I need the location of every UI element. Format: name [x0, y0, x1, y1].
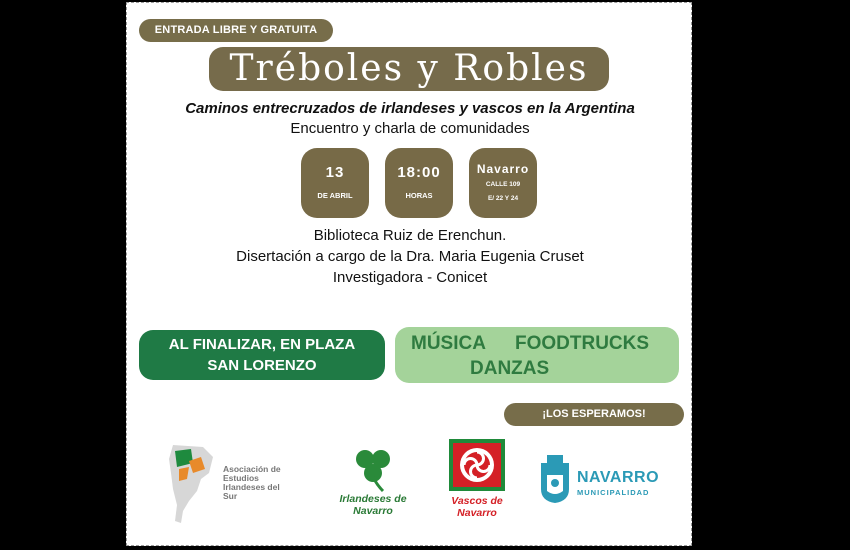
aeis-line4: Sur: [223, 491, 238, 501]
place-box: [469, 148, 537, 218]
event-poster: [126, 2, 692, 546]
aeis-logo: [163, 443, 313, 525]
irlandeses-line1: Irlandeses de: [339, 493, 407, 505]
time-unit: HORAS: [405, 191, 433, 200]
vascos-logo: [435, 437, 519, 527]
aeis-line2: Estudios: [223, 473, 259, 483]
info-affiliation: Investigadora - Conicet: [332, 269, 488, 286]
place-line2: E/ 22 Y 24: [487, 195, 519, 202]
irlandeses-logo: [325, 443, 421, 523]
time-box: [385, 148, 453, 218]
event-subtitle: Caminos entrecruzados de irlandeses y vascos en la Argentina: [185, 100, 635, 117]
place-name: Navarro: [476, 162, 530, 176]
argentina-map-icon: [163, 443, 223, 525]
lauburu-icon: [435, 437, 519, 493]
time-value: 18:00: [397, 164, 441, 181]
activity-dances: DANZAS: [470, 358, 550, 379]
navarro-subtitle: MUNICIPALIDAD: [577, 488, 650, 497]
aeis-line1: Asociación de: [223, 464, 281, 474]
event-description: Encuentro y charla de comunidades: [290, 120, 530, 137]
vascos-line2: Navarro: [457, 507, 497, 519]
navarro-shield-icon: [537, 455, 573, 505]
see-you-badge: ¡LOS ESPERAMOS!: [504, 403, 684, 426]
date-box: [301, 148, 369, 218]
info-speaker: Disertación a cargo de la Dra. Maria Eugenia Cruset: [236, 248, 584, 265]
info-venue: Biblioteca Ruiz de Erenchun.: [313, 227, 507, 244]
after-event-location: [139, 330, 385, 380]
after-event-line1: AL FINALIZAR, EN PLAZA: [168, 336, 356, 353]
navarro-title: NAVARRO: [577, 469, 660, 486]
activity-foodtrucks: FOODTRUCKS: [515, 333, 650, 354]
irlandeses-line2: Navarro: [353, 505, 393, 517]
shamrock-icon: [325, 443, 421, 493]
navarro-municipalidad-logo: [537, 455, 687, 511]
date-day: 13: [325, 164, 345, 181]
place-line1: CALLE 109: [485, 181, 521, 188]
free-entry-badge: ENTRADA LIBRE Y GRATUITA: [139, 19, 333, 42]
aeis-line3: Irlandeses del: [223, 482, 280, 492]
activities-box: [395, 327, 679, 383]
vascos-line1: Vascos de: [451, 495, 503, 507]
event-title: Tréboles y Robles: [209, 47, 609, 91]
date-month: DE ABRIL: [317, 191, 353, 200]
activity-music: MÚSICA: [411, 333, 486, 354]
after-event-line2: SAN LORENZO: [207, 357, 317, 374]
